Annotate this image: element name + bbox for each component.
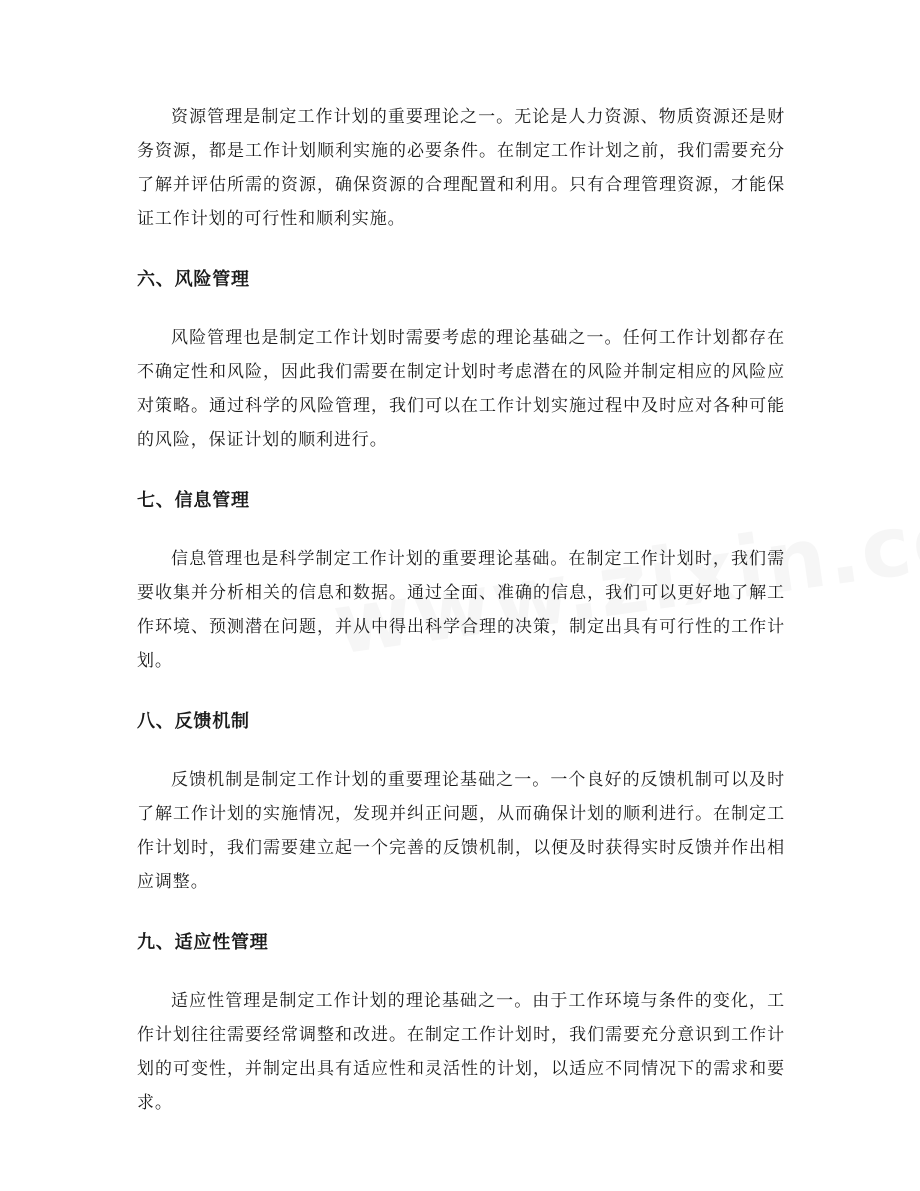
- intro-paragraph: 资源管理是制定工作计划的重要理论之一。无论是人力资源、物质资源还是财务资源，都是工作计划顺利实施的必要条件。在制定工作计划之前，我们需要充分了解并评估所需的资源，确保资源的合理配置和利用。只有合理管理资源，才能保证工作计划的可行性和顺利实施。: [137, 107, 785, 229]
- spacer: [137, 899, 785, 926]
- section-heading-risk-management: 六、风险管理: [137, 269, 250, 290]
- section-heading-feedback-mechanism: 八、反馈机制: [137, 711, 250, 732]
- section-paragraph-adaptive-management: 适应性管理是制定工作计划的理论基础之一。由于工作环境与条件的变化，工作计划往往需要经常调整和改进。在制定工作计划时，我们需要充分意识到工作计划的可变性，并制定出具有适应性和灵活性的计划，以适应不同情况下的需求和要求。: [137, 991, 785, 1113]
- section-paragraph-feedback-mechanism: 反馈机制是制定工作计划的重要理论基础之一。一个良好的反馈机制可以及时了解工作计划的实施情况，发现并纠正问题，从而确保计划的顺利进行。在制定工作计划时，我们需要建立起一个完善的反馈机制，以便及时获得实时反馈并作出相应调整。: [137, 770, 785, 892]
- spacer: [137, 297, 785, 321]
- section-paragraph-information-management: 信息管理也是科学制定工作计划的重要理论基础。在制定工作计划时，我们需要收集并分析相关的信息和数据。通过全面、准确的信息，我们可以更好地了解工作环境、预测潜在问题，并从中得出科学合理的决策，制定出具有可行性的工作计划。: [137, 549, 785, 671]
- section-heading-information-management: 七、信息管理: [137, 490, 250, 511]
- spacer: [137, 739, 785, 763]
- spacer: [137, 678, 785, 705]
- section-paragraph-risk-management: 风险管理也是制定工作计划时需要考虑的理论基础之一。任何工作计划都存在不确定性和风险，因此我们需要在制定计划时考虑潜在的风险并制定相应的风险应对策略。通过科学的风险管理，我们可以在工作计划实施过程中及时应对各种可能的风险，保证计划的顺利进行。: [137, 328, 785, 450]
- spacer: [137, 518, 785, 542]
- document-body: [137, 100, 785, 1120]
- spacer: [137, 457, 785, 484]
- spacer: [137, 236, 785, 263]
- section-heading-adaptive-management: 九、适应性管理: [137, 932, 269, 953]
- spacer: [137, 960, 785, 984]
